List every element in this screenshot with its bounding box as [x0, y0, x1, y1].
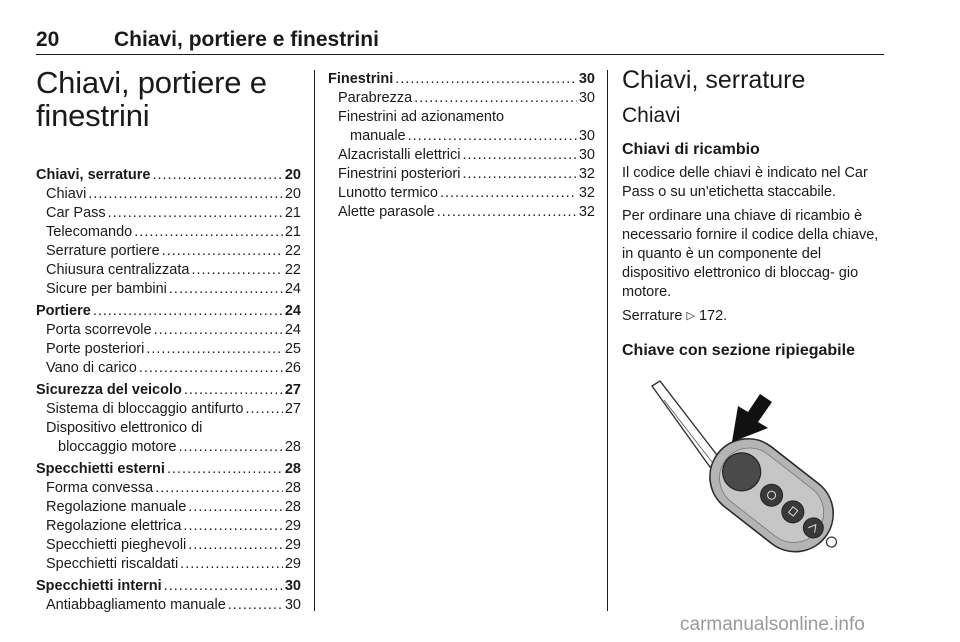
toc-entry-label: Parabrezza	[338, 90, 413, 106]
toc-entry-page: 29	[284, 537, 301, 553]
toc-entry[interactable]	[328, 184, 595, 203]
toc-section-entry[interactable]	[36, 381, 301, 400]
toc-column-2	[328, 70, 595, 222]
toc-entry-label: Telecomando	[46, 224, 133, 240]
toc-entry-page: 30	[578, 128, 595, 144]
toc-entry-label: bloccaggio motore	[58, 439, 177, 455]
toc-entry-label: Sistema di bloccaggio antifurto	[46, 401, 244, 417]
toc-entry-page: 22	[284, 262, 301, 278]
toc-leader-dots	[93, 302, 283, 321]
toc-entry-page: 28	[284, 499, 301, 515]
toc-entry[interactable]	[36, 400, 301, 419]
toc-entry-page: 32	[578, 204, 595, 220]
toc-entry[interactable]	[36, 479, 301, 498]
toc-entry-page: 27	[284, 382, 301, 398]
toc-entry[interactable]	[36, 340, 301, 359]
toc-entry-page: 21	[284, 224, 301, 240]
toc-entry-label: Serrature portiere	[46, 243, 160, 259]
toc-leader-dots	[146, 340, 283, 359]
toc-entry[interactable]	[328, 127, 595, 146]
toc-entry-label: Specchietti interni	[36, 578, 162, 594]
toc-entry-label: Alzacristalli elettrici	[338, 147, 461, 163]
toc-entry-page: 27	[284, 401, 301, 417]
paragraph-2: Per ordinare una chiave di ricambio è necessario fornire il codice della chiave, in quanto è un componente del dispositivo elettronico di bloccag- gio motore.	[622, 208, 879, 300]
toc-leader-dots	[191, 261, 282, 280]
toc-entry[interactable]	[36, 185, 301, 204]
toc-leader-dots	[108, 204, 283, 223]
toc-entry-line: Finestrini ad azionamento	[338, 109, 505, 125]
toc-leader-dots	[167, 460, 283, 479]
toc-entry-page: 30	[578, 71, 595, 87]
page-header	[36, 28, 884, 54]
toc-title-line-2: finestrini	[36, 98, 150, 133]
toc-entry-page: 22	[284, 243, 301, 259]
toc-entry[interactable]	[36, 596, 301, 615]
toc-entry-page: 32	[578, 166, 595, 182]
toc-entry-page: 24	[284, 322, 301, 338]
toc-entry-label: Finestrini posteriori	[338, 166, 461, 182]
toc-section-entry[interactable]	[36, 577, 301, 596]
toc-leader-dots	[139, 359, 283, 378]
toc-entry-page: 29	[284, 556, 301, 572]
toc-entry-label: Sicurezza del veicolo	[36, 382, 182, 398]
toc-entry-page: 30	[284, 578, 301, 594]
toc-title-line-1: Chiavi, portiere e	[36, 65, 267, 100]
toc-entry-page: 20	[284, 167, 301, 183]
toc-leader-dots	[162, 242, 283, 261]
content-column	[622, 64, 888, 361]
toc-entry-label: Forma convessa	[46, 480, 154, 496]
toc-entry-label: Chiavi	[46, 186, 87, 202]
toc-leader-dots	[184, 381, 283, 400]
toc-leader-dots	[463, 165, 577, 184]
toc-entry-label: Regolazione elettrica	[46, 518, 182, 534]
toc-entry-label: Chiusura centralizzata	[46, 262, 190, 278]
toc-entry-label: Specchietti esterni	[36, 461, 165, 477]
toc-entry[interactable]	[328, 165, 595, 184]
toc-leader-dots	[164, 577, 283, 596]
toc-entry[interactable]	[36, 536, 301, 555]
toc-leader-dots	[154, 321, 283, 340]
toc-entry-label: manuale	[350, 128, 406, 144]
toc-entry-label: Porte posteriori	[46, 341, 145, 357]
topic-heading: Chiavi di ricambio	[622, 141, 760, 158]
toc-leader-dots	[155, 479, 283, 498]
folding-key-illustration	[622, 364, 884, 580]
toc-entry[interactable]	[328, 203, 595, 222]
toc-entry-label: Alette parasole	[338, 204, 435, 220]
toc-entry-page: 28	[284, 439, 301, 455]
topic-heading-2: Chiave con sezione ripiegabile	[622, 342, 855, 359]
toc-leader-dots	[408, 127, 577, 146]
watermark: carmanualsonline.info	[680, 614, 865, 635]
toc-entry-page: 25	[284, 341, 301, 357]
cross-reference-page: 172.	[698, 308, 728, 324]
toc-leader-dots	[440, 184, 577, 203]
toc-entry-label: Specchietti pieghevoli	[46, 537, 187, 553]
toc-leader-dots	[395, 70, 577, 89]
toc-entry-label: Specchietti riscaldati	[46, 556, 179, 572]
toc-entry[interactable]	[36, 321, 301, 340]
toc-entry-label: Car Pass	[46, 205, 106, 221]
page-number: 20	[36, 28, 60, 51]
toc-column-1	[36, 66, 301, 615]
toc-section-entry[interactable]	[36, 460, 301, 479]
subsection-heading: Chiavi	[622, 104, 681, 127]
toc-entry[interactable]	[36, 517, 301, 536]
toc-entry-page: 28	[284, 461, 301, 477]
toc-leader-dots	[152, 166, 282, 185]
toc-leader-dots	[228, 596, 283, 615]
reference-arrow-icon: ▷	[686, 310, 695, 322]
toc-entry-page: 30	[578, 90, 595, 106]
key-blade	[652, 381, 720, 467]
toc-leader-dots	[183, 517, 282, 536]
column-divider-2	[607, 70, 608, 611]
toc-entry-label: Vano di carico	[46, 360, 137, 376]
header-rule	[36, 54, 884, 55]
toc-entry[interactable]	[328, 89, 595, 108]
toc-leader-dots	[179, 438, 283, 457]
toc-entry-page: 29	[284, 518, 301, 534]
toc-leader-dots	[462, 146, 576, 165]
toc-entry-page: 24	[284, 303, 301, 319]
toc-entry[interactable]	[36, 498, 301, 517]
toc-leader-dots	[414, 89, 577, 108]
toc-entry[interactable]	[36, 280, 301, 299]
toc-leader-dots	[169, 280, 283, 299]
toc-section-entry[interactable]	[36, 302, 301, 321]
paragraph-1: Il codice delle chiavi è indicato nel Car Pass o su un'etichetta staccabile.	[622, 165, 868, 200]
cross-reference-text: Serrature	[622, 308, 683, 324]
section-heading: Chiavi, serrature	[622, 66, 806, 94]
toc-entry-label: Sicure per bambini	[46, 281, 167, 297]
toc-entry[interactable]	[36, 555, 301, 574]
toc-entry-line: Dispositivo elettronico di	[46, 420, 203, 436]
toc-leader-dots	[188, 498, 283, 517]
toc-leader-dots	[180, 555, 283, 574]
toc-section-entry[interactable]	[36, 166, 301, 185]
toc-leader-dots	[437, 203, 577, 222]
key-fob	[695, 423, 859, 575]
toc-leader-dots	[134, 223, 283, 242]
column-divider-1	[314, 70, 315, 611]
toc-entry[interactable]	[36, 242, 301, 261]
toc-entry-page: 30	[284, 597, 301, 613]
toc-entry-page: 30	[578, 147, 595, 163]
toc-list-2	[328, 70, 595, 222]
toc-entry[interactable]	[36, 438, 301, 457]
toc-list-1	[36, 166, 301, 615]
running-title: Chiavi, portiere e finestrini	[114, 28, 379, 51]
toc-entry-page: 21	[284, 205, 301, 221]
toc-section-entry[interactable]	[328, 70, 595, 89]
cross-reference	[622, 307, 888, 327]
toc-entry[interactable]	[36, 261, 301, 280]
toc-entry[interactable]	[36, 359, 301, 378]
toc-entry-label: Regolazione manuale	[46, 499, 187, 515]
toc-entry-label: Antiabbagliamento manuale	[46, 597, 226, 613]
toc-leader-dots	[245, 400, 282, 419]
toc-entry-label: Lunotto termico	[338, 185, 438, 201]
toc-entry-label: Finestrini	[328, 71, 394, 87]
key-ring-hole	[824, 535, 838, 549]
toc-entry-label: Chiavi, serrature	[36, 167, 151, 183]
toc-entry[interactable]	[328, 146, 595, 165]
toc-title	[36, 66, 301, 132]
toc-leader-dots	[88, 185, 283, 204]
toc-entry-page: 26	[284, 360, 301, 376]
toc-entry-page: 28	[284, 480, 301, 496]
toc-leader-dots	[188, 536, 283, 555]
toc-entry-label: Portiere	[36, 303, 91, 319]
toc-entry-page: 20	[284, 186, 301, 202]
toc-entry[interactable]	[36, 204, 301, 223]
toc-entry-page: 24	[284, 281, 301, 297]
toc-entry[interactable]	[36, 223, 301, 242]
press-arrow-icon	[732, 394, 772, 442]
toc-entry-label: Porta scorrevole	[46, 322, 152, 338]
toc-entry-page: 32	[578, 185, 595, 201]
